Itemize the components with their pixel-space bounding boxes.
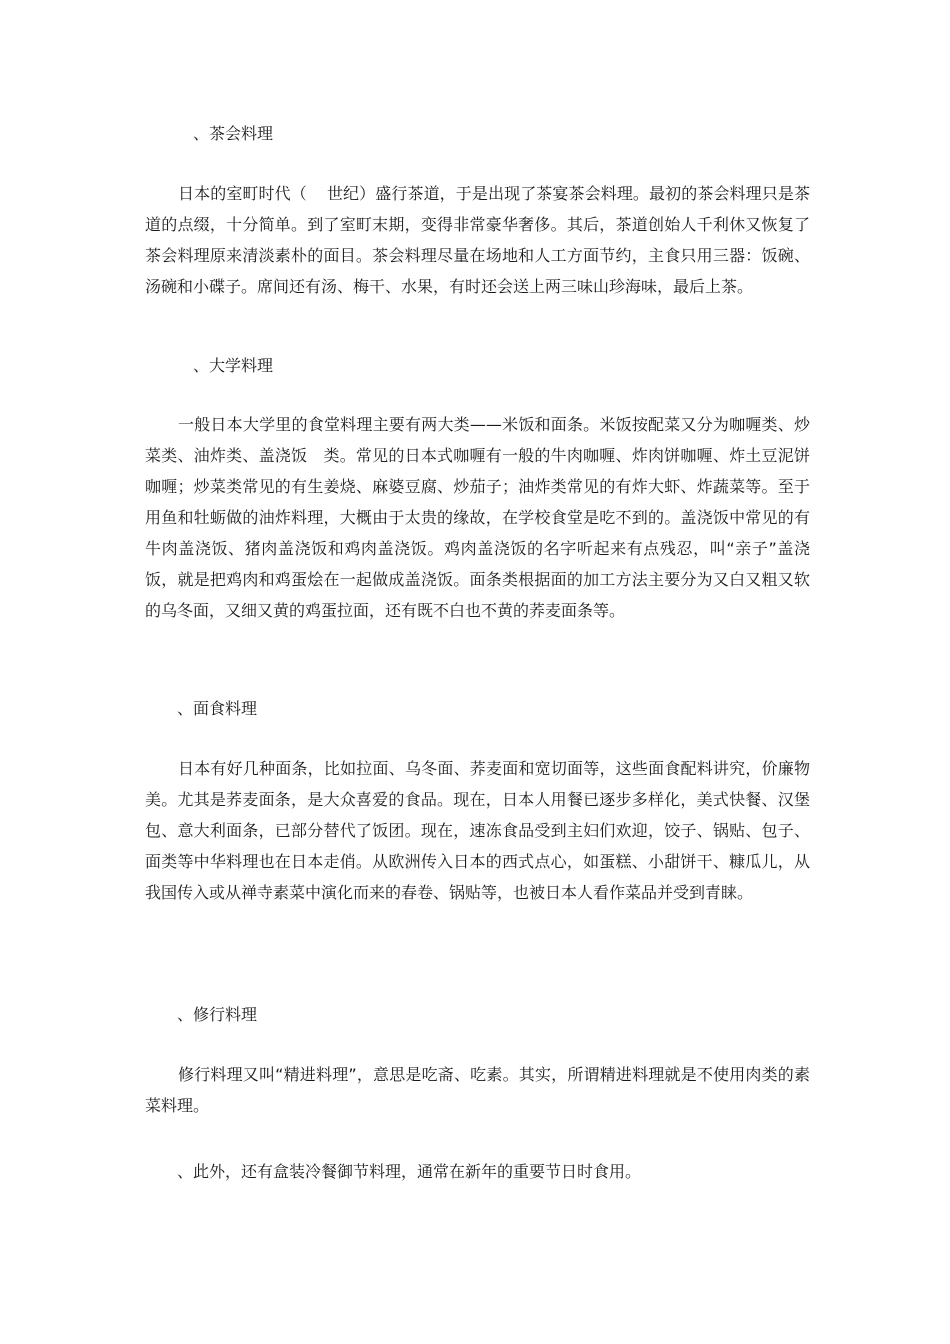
paragraph-university <box>145 409 810 626</box>
section-heading-university: 、大学料理 <box>193 356 274 375</box>
paragraph-tea-part-1: 日本的室町时代（ <box>178 184 307 203</box>
section-heading-noodles: 、面食料理 <box>177 699 258 718</box>
section-heading-ascetic: 、修行料理 <box>177 1005 258 1024</box>
paragraph-tea <box>145 178 810 302</box>
paragraph-university-part-2: 类。常见的日本式咖喱有一般的牛肉咖喱、炸肉饼咖喱、炸土豆泥饼咖喱；炒菜类常见的有生姜烧、麻婆豆腐、炒茄子；油炸类常见的有炸大虾、炸蔬菜等。至于用鱼和牡蛎做的油炸料理，大概由于太贵的缘故，在学校食堂是吃不到的。盖浇饭中常见的有牛肉盖浇饭、猪肉盖浇饭和鸡肉盖浇饭。鸡肉盖浇饭的名字听起来有点残忍，叫“亲子”盖浇饭，就是把鸡肉和鸡蛋烩在一起做成盖浇饭。面条类根据面的加工方法主要分为又白又粗又软的乌冬面，又细又黄的鸡蛋拉面，还有既不白也不黄的荞麦面条等。 <box>145 446 810 620</box>
section-heading-tea: 、茶会料理 <box>193 124 274 143</box>
paragraph-noodles: 日本有好几种面条，比如拉面、乌冬面、荞麦面和宽切面等，这些面食配料讲究，价廉物美。尤其是荞麦面条，是大众喜爱的食品。现在，日本人用餐已逐步多样化，美式快餐、汉堡包、意大利面条，已部分替代了饭团。现在，速冻食品受到主妇们欢迎，饺子、锅贴、包子、面类等中华料理也在日本走俏。从欧洲传入日本的西式点心，如蛋糕、小甜饼干、糠瓜儿，从我国传入或从禅寺素菜中演化而来的春卷、锅贴等，也被日本人看作菜品并受到青睐。 <box>145 759 810 902</box>
closing-line: 、此外，还有盒装冷餐御节料理，通常在新年的重要节日时食用。 <box>177 1162 642 1181</box>
paragraph-university-part-1: 一般日本大学里的食堂料理主要有两大类——米饭和面条。米饭按配菜又分为咖喱类、炒菜类、油炸类、盖浇饭 <box>145 415 810 465</box>
paragraph-ascetic: 修行料理又叫“精进料理”，意思是吃斋、吃素。其实，所谓精进料理就是不使用肉类的素菜料理。 <box>145 1065 810 1115</box>
paragraph-tea-part-2: 世纪）盛行茶道，于是出现了茶宴茶会料理。最初的茶会料理只是茶道的点缀，十分简单。到了室町末期，变得非常豪华奢侈。其后，茶道创始人千利休又恢复了茶会料理原来清淡素朴的面目。茶会料理尽量在场地和人工方面节约，主食只用三器：饭碗、汤碗和小碟子。席间还有汤、梅干、水果，有时还会送上两三味山珍海味，最后上茶。 <box>145 184 810 296</box>
